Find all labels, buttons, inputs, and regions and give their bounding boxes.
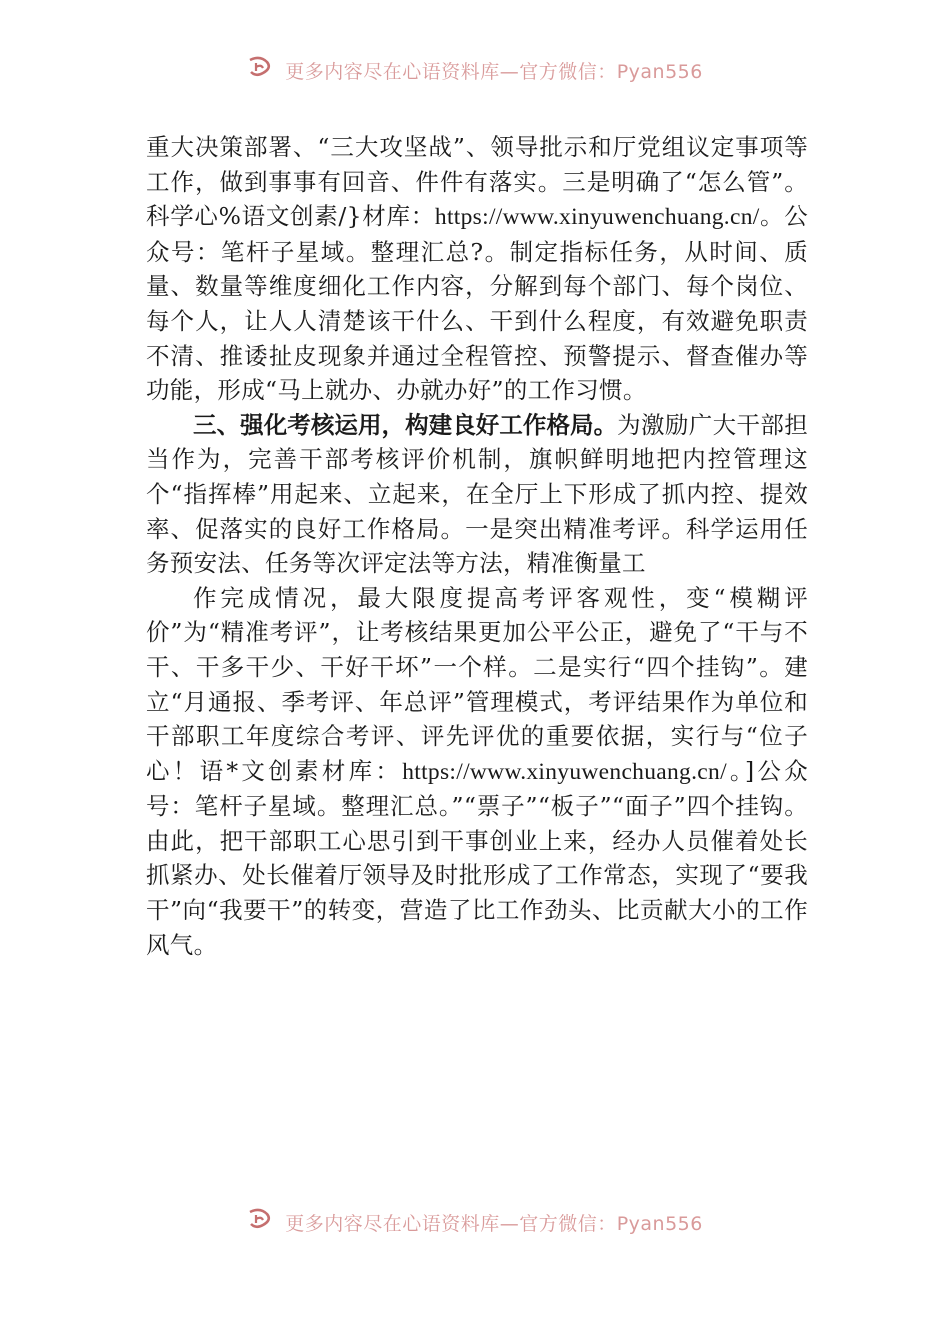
paragraph-1 — [146, 130, 808, 408]
website-url: https://www.xinyuwenchuang.cn/ — [434, 204, 760, 231]
logo-icon — [247, 1208, 273, 1238]
paragraph-2 — [146, 408, 808, 581]
paragraph-text: 。]公众号：笔杆子星域。整理汇总。”“票子”“板子”“面子”四个挂钩。由此，把干部职工心思引到干事创业上来，经办人员催着处长抓紧办、处长催着厅领导及时批形成了工作常态，实现了“要我干”向“我要干”的转变，营造了比工作劲头、比贡献大小的工作风气。 — [146, 756, 809, 959]
watermark-text: 更多内容尽在心语资料库—官方微信：Pyan556 — [285, 60, 703, 83]
logo-icon — [247, 56, 273, 86]
paragraph-text: 。公众号：笔杆子星域。整理汇总?。制定指标任务，从时间、质量、数量等维度细化工作内容，分解到每个部门、每个岗位、每个人，让人人清楚该干什么、干到什么程度，有效避免职责不清、推诿扯皮现象并通过全程管控、预警提示、督查催办等功能，形成“马上就办、办就办好”的工作习惯。 — [146, 202, 808, 405]
footer-watermark — [0, 1208, 950, 1238]
header-watermark — [0, 56, 950, 86]
paragraph-3 — [146, 581, 808, 963]
section-heading: 三、强化考核运用，构建良好工作格局。 — [193, 410, 618, 439]
paragraph-text: 作完成情况，最大限度提高考评客观性，变“模糊评价”为“精准考评”，让考核结果更加公平公正，避免了“干与不干、干多干少、干好干坏”一个样。二是实行“四个挂钩”。建立“月通报、季考评、年总评”管理模式，考评结果作为单位和干部职工年度综合考评、评先评优的重要依据，实行与“位子心！语*文创素材库： — [146, 583, 808, 785]
paragraph-text: 重大决策部署、“三大攻坚战”、领导批示和厅党组议定事项等工作，做到事事有回音、件件有落实。三是明确了“怎么管”。科学心%语文创素/}材库： — [146, 133, 808, 231]
watermark-text: 更多内容尽在心语资料库—官方微信：Pyan556 — [285, 1212, 703, 1235]
website-url: https://www.xinyuwenchuang.cn/ — [402, 758, 727, 785]
document-body — [146, 130, 808, 962]
paragraph-text: 为激励广大干部担当作为，完善干部考核评价机制，旗帜鲜明地把内控管理这个“指挥棒”用起来、立起来，在全厅上下形成了抓内控、提效率、促落实的良好工作格局。一是突出精准考评。科学运用任务预安法、任务等次评定法等方法，精准衡量工 — [146, 410, 809, 578]
